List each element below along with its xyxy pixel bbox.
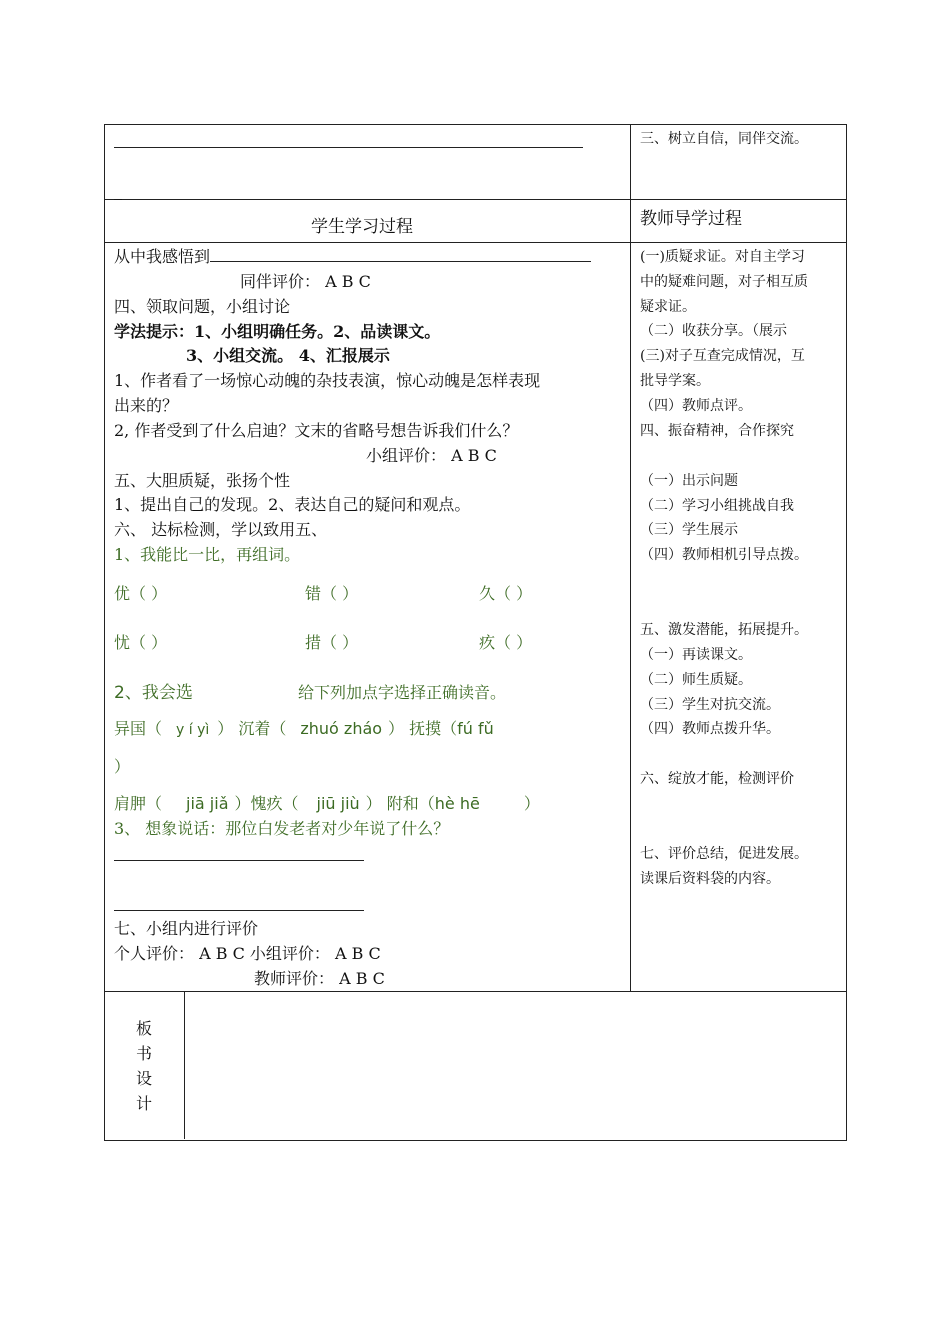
insight-blank[interactable] (210, 247, 591, 262)
insight-line (114, 247, 591, 267)
speaking-answer-line-2[interactable] (114, 910, 364, 911)
section-five-item: 1、提出自己的发现。2、表达自己的疑问和观点。 (114, 495, 471, 514)
insight-label: 从中我感悟到 (114, 247, 211, 266)
pronunciation-label: 2、我会选 (114, 683, 193, 703)
word-blank-jiu[interactable]: 久（ ） (479, 584, 533, 603)
group-evaluation: 小组评价： A B C (366, 446, 497, 465)
word-blank-cuo2[interactable]: 措（ ） (305, 633, 359, 652)
section-six-heading: 六、 达标检测，学以致用五、 (114, 520, 328, 539)
pinyin-option-jiu[interactable]: jiū jiù (316, 794, 360, 813)
pinyin-option-he[interactable]: hè hē (434, 794, 480, 813)
right-line-1: (一)质疑求证。对自主学习 (640, 249, 805, 265)
pinyin-option-zhuo[interactable]: zhuó zháo (300, 719, 383, 738)
compare-words-instruction: 1、我能比一比，再组词。 (114, 545, 301, 564)
pinyin-option-fu[interactable]: fú fǔ (457, 719, 494, 738)
word-blank-cuo[interactable]: 错（ ） (305, 584, 359, 603)
answer-line (114, 147, 583, 148)
right-line-18: 六、绽放才能，检测评价 (640, 771, 794, 787)
board-label-2: 书 (136, 1044, 153, 1063)
section-five-heading: 五、大胆质疑，张扬个性 (114, 471, 291, 490)
question-1-line-2: 出来的？ (114, 396, 179, 415)
row-divider-top (104, 199, 846, 200)
right-line-14: （一）再读课文。 (640, 647, 752, 663)
pinyin-row-2: 肩胛（ jiā jiǎ ）愧疚（ jiū jiù ） 附和（hè hē ） (114, 794, 540, 813)
right-line-13: 五、激发潜能，拓展提升。 (640, 622, 808, 638)
column-divider (630, 124, 631, 991)
right-line-10: （二）学习小组挑战自我 (640, 498, 794, 514)
right-line-17: （四）教师点拨升华。 (640, 721, 780, 737)
right-line-16: （三）学生对抗交流。 (640, 697, 780, 713)
dash-mark: _ (114, 181, 122, 200)
board-label-4: 计 (136, 1094, 153, 1113)
pinyin-row-1-close: ） (114, 757, 131, 776)
question-2: 2, 作者受到了什么启迪？文末的省略号想告诉我们什么？ (114, 421, 519, 440)
section-four-heading: 四、领取问题，小组讨论 (114, 297, 291, 316)
right-line-15: （二）师生质疑。 (640, 672, 752, 688)
question-1-line-1: 1、作者看了一场惊心动魄的杂技表演，惊心动魄是怎样表现 (114, 371, 541, 390)
method-tip-line-1: 学法提示：1、小组明确任务。2、品读课文。 (114, 322, 441, 341)
speaking-answer-line-1[interactable] (114, 860, 364, 861)
right-line-6: 批导学案。 (640, 373, 710, 389)
right-line-8: 四、振奋精神，合作探究 (640, 423, 794, 439)
board-label-3: 设 (136, 1069, 153, 1088)
pinyin-row-1: 异国（ y í yì ） 沉着（ zhuó zháo ） 抚摸（fú fǔ (114, 719, 494, 738)
peer-evaluation: 同伴评价： A B C (240, 272, 371, 291)
word-blank-you1[interactable]: 优（ ） (114, 584, 168, 603)
right-line-19: 七、评价总结，促进发展。 (640, 846, 808, 862)
pronunciation-instruction: 给下列加点字选择正确读音。 (298, 683, 507, 702)
row-divider-board (104, 991, 846, 992)
right-line-4: （二）收获分享。（展示 (640, 323, 787, 339)
right-line-2: 中的疑难问题，对子相互质 (640, 274, 808, 290)
board-design-area[interactable] (186, 993, 843, 1137)
right-line-12: （四）教师相机引导点拨。 (640, 547, 808, 563)
word-blank-you2[interactable]: 忧（ ） (114, 633, 168, 652)
top-right-text: 三、树立自信，同伴交流。 (640, 131, 808, 147)
teacher-process-heading: 教师导学过程 (640, 209, 742, 229)
student-process-heading: 学生学习过程 (311, 217, 413, 237)
method-tip-line-2: 3、小组交流。 4、汇报展示 (186, 346, 390, 365)
word-blank-jiu2[interactable]: 疚（ ） (479, 633, 533, 652)
imagine-speaking-prompt: 3、 想象说话：那位白发老者对少年说了什么？ (114, 819, 450, 838)
right-line-11: （三）学生展示 (640, 522, 738, 538)
right-line-9: （一）出示问题 (640, 473, 738, 489)
right-line-3: 疑求证。 (640, 299, 696, 315)
pinyin-option-yi[interactable]: y í yì (176, 722, 210, 738)
teacher-evaluation: 教师评价： A B C (254, 969, 385, 988)
section-seven-heading: 七、小组内进行评价 (114, 919, 259, 938)
right-line-20: 读课后资料袋的内容。 (640, 871, 780, 887)
row-divider-header (104, 242, 846, 243)
right-line-7: （四）教师点评。 (640, 398, 752, 414)
pinyin-option-jia[interactable]: jiā jiǎ (186, 794, 229, 813)
personal-group-evaluation: 个人评价： A B C 小组评价： A B C (114, 944, 381, 963)
board-label-1: 板 (136, 1019, 153, 1038)
board-column-divider (184, 991, 185, 1139)
right-line-5: (三)对子互查完成情况，互 (640, 348, 805, 364)
